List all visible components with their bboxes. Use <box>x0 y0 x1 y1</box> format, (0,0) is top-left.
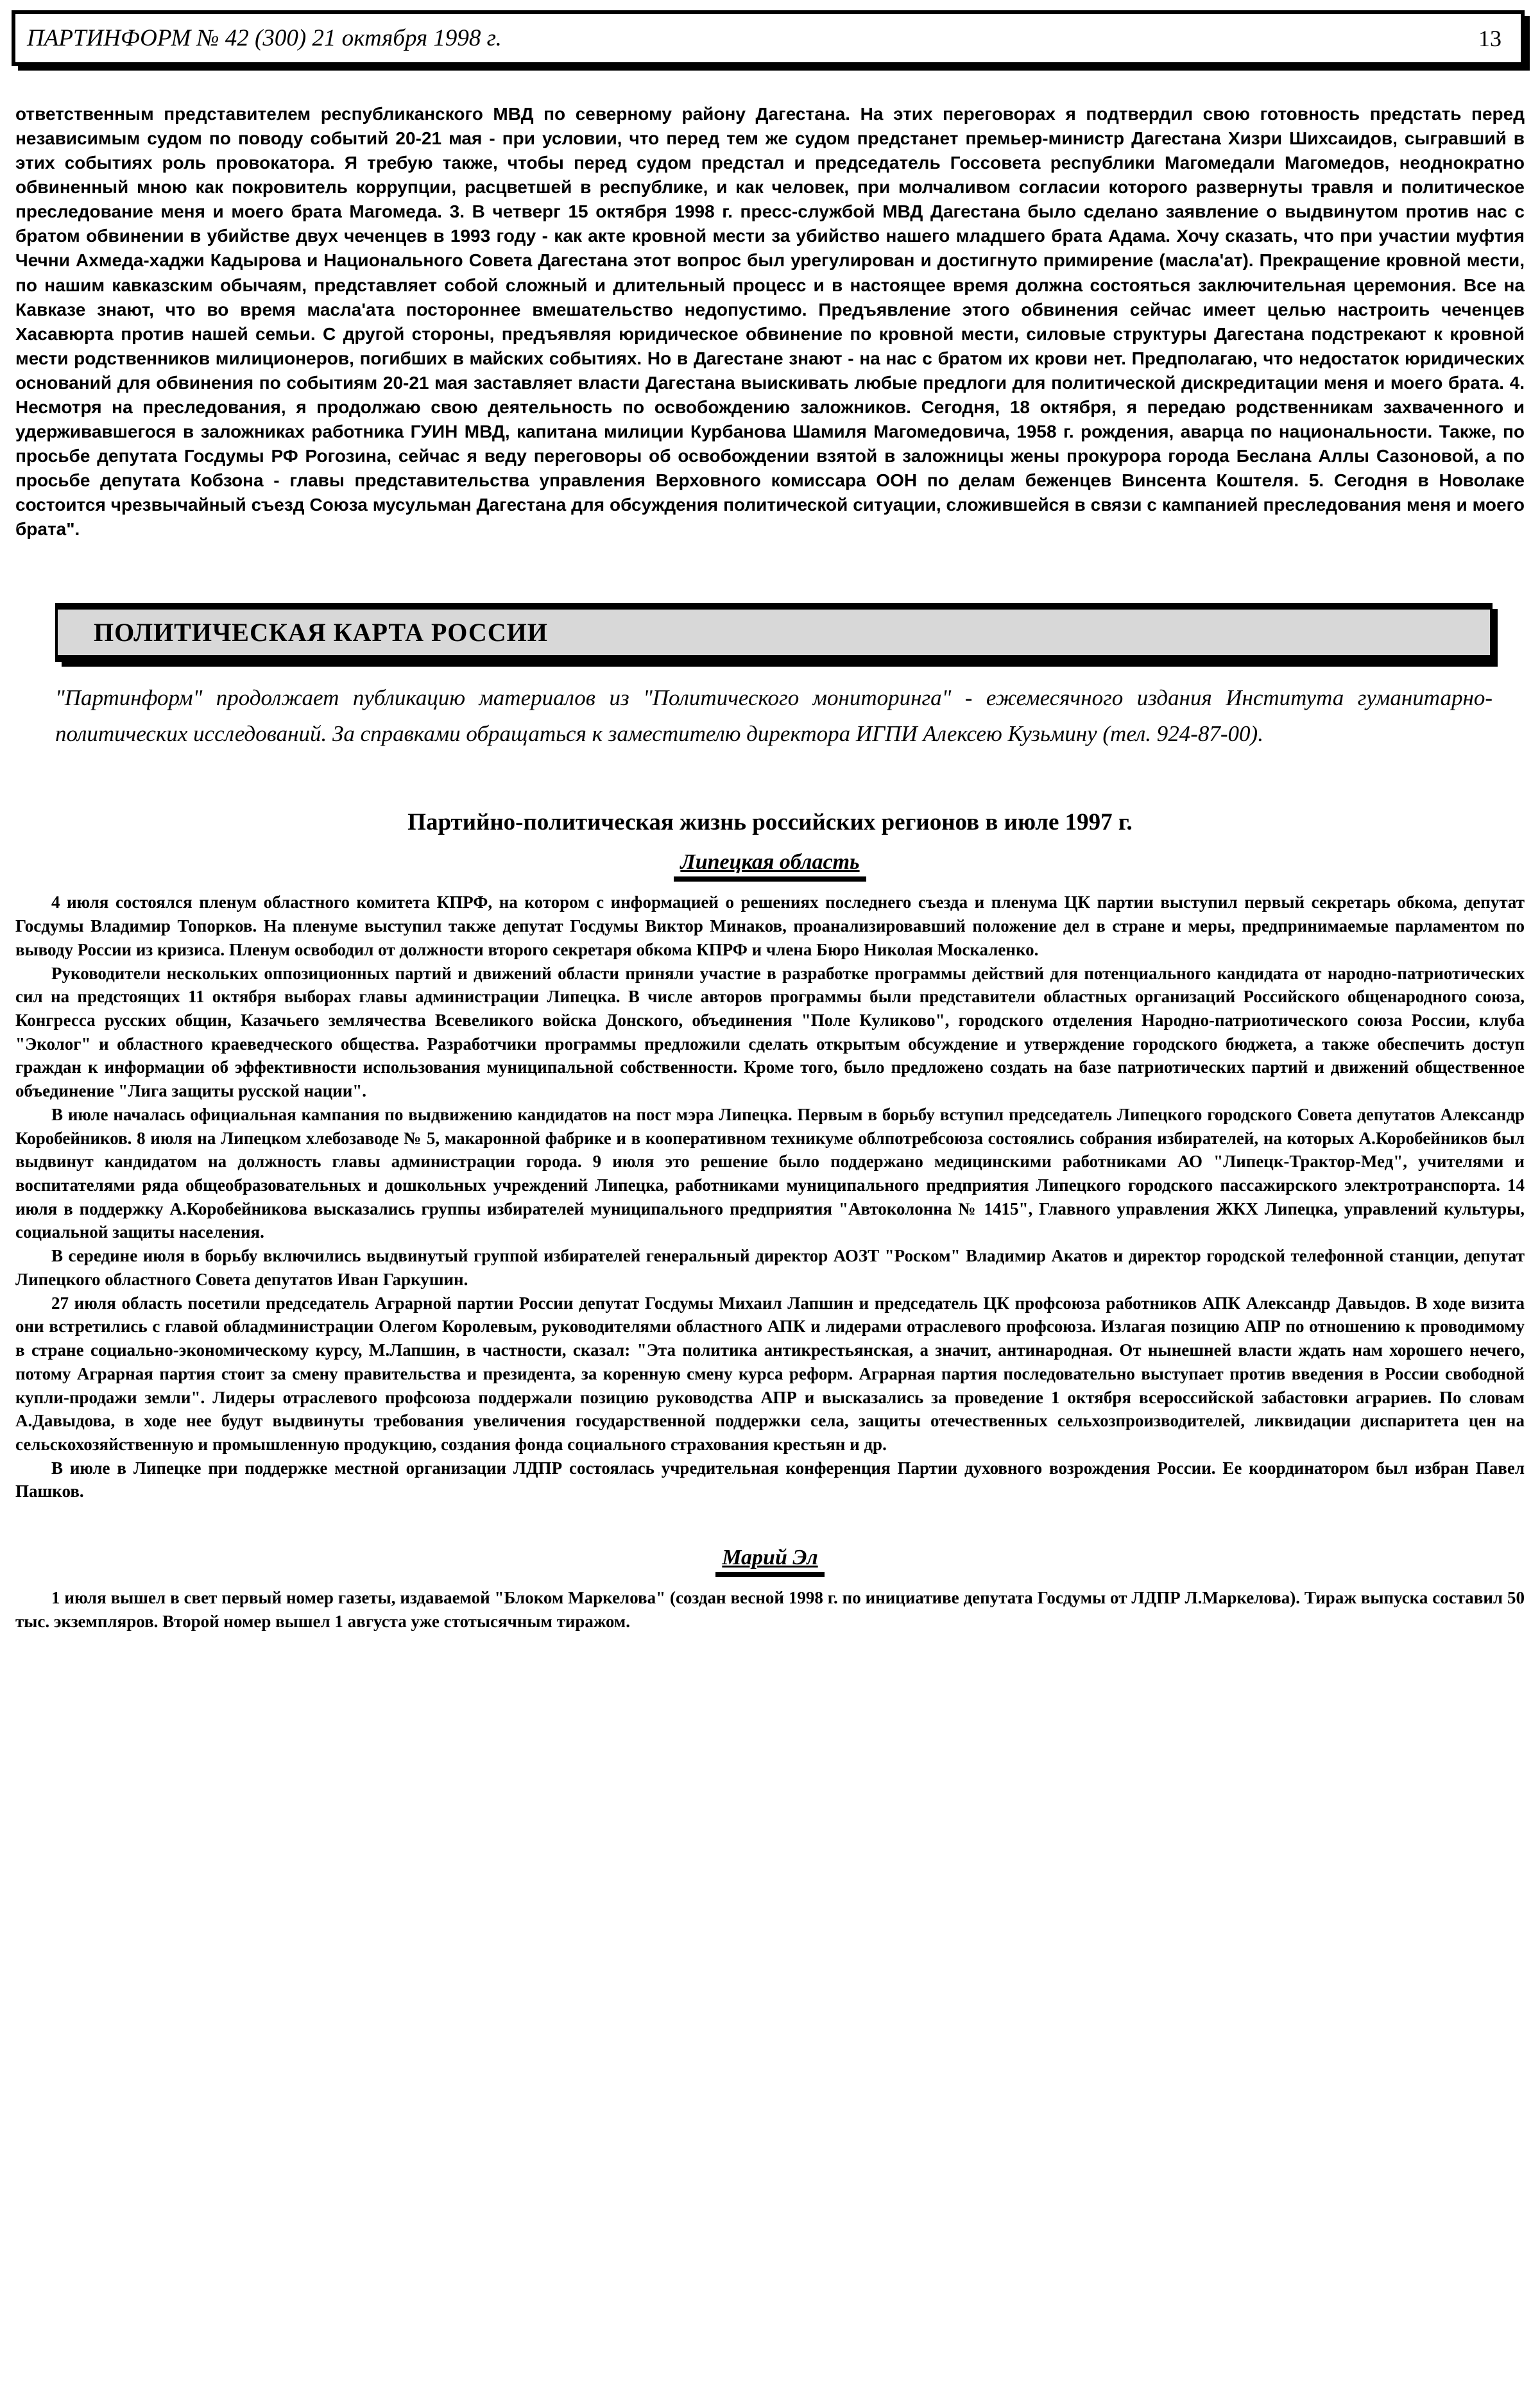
lipetsk-paragraph: Руководители нескольких оппозиционных партий и движений области приняли участие в разработке программы действий для потенциального кандидата от народно-патриотических сил на предстоящих 11 октября выборах главы администрации Липецка. В числе авторов программы были представители областных организаций Российского общенародного союза, Конгресса русских общин, Казачьего землячества Всевеликого войска Донского, объединения "Поле Куликово", городского отделения Народно-патриотического союза России, клуба "Эколог" и областного краеведческого общества. Разработчики программы предложили сделать открытым обсуждение и утверждение городского бюджета, а также обеспечить доступ граждан к информации об эффективности использования муниципальной собственности. Кроме того, было предложено создать на базе патриотических партий и движений общественное объединение "Лига защиты русской нации". <box>15 963 1525 1101</box>
lipetsk-paragraph: 4 июля состоялся пленум областного комитета КПРФ, на котором с информацией о решениях последнего съезда и пленума ЦК партии выступил первый секретарь обкома, депутат Госдумы Владимир Топорков. На пленуме выступил также депутат Госдумы Виктор Минаков, проанализировавший положение дел в стране и меры, предпринимаемые парламентом по выводу России из кризиса. Пленум освободил от должности второго секретаря обкома КПРФ и члена Бюро Николая Москаленко. <box>15 893 1525 959</box>
mariy-el-paragraph: 1 июля вышел в свет первый номер газеты, издаваемой "Блоком Маркелова" (создан весной 1998 г. по инициативе депутата Госдумы от ЛДПР Л.Маркелова). Тираж выпуска составил 50 тыс. экземпляров. Второй номер вышел 1 августа уже стотысячным тиражом. <box>15 1588 1525 1631</box>
page-number: 13 <box>1478 25 1502 51</box>
region-name: Марий Эл <box>715 1546 824 1577</box>
section-intro-paragraph: "Партинформ" продолжает публикацию материалов из "Политического мониторинга" - ежемесячного издания Института гуманитарно-политических исследований. За справками обращаться к заместителю директора ИГПИ Алексею Кузьмину (тел. 924-87-00). <box>55 685 1493 747</box>
page-header <box>12 10 1525 66</box>
region-heading-lipetsk <box>0 850 1540 882</box>
region-name: Липецкая область <box>674 850 866 882</box>
lipetsk-paragraph: В июле в Липецке при поддержке местной организации ЛДПР состоялась учредительная конференция Партии духовного возрождения России. Ее координатором был избран Павел Пашков. <box>15 1458 1525 1501</box>
article-title: Партийно-политическая жизнь российских регионов в июле 1997 г. <box>407 809 1133 836</box>
lipetsk-paragraph: В середине июля в борьбу включились выдвинутый группой избирателей генеральный директор АОЗТ "Роском" Владимир Акатов и директор городской телефонной станции, депутат Липецкого областного Совета депутатов Иван Гаркушин. <box>15 1246 1525 1289</box>
region-heading-mariy-el <box>0 1546 1540 1577</box>
section-banner <box>55 603 1493 662</box>
lipetsk-paragraph: В июле началась официальная кампания по выдвижению кандидатов на пост мэра Липецка. Первым в борьбу вступил председатель Липецкого городского Совета депутатов Александр Коробейников. 8 июля на Липецком хлебозаводе № 5, макаронной фабрике и в кооперативном техникуме облпотребсоюза состоялись собрания избирателей, на которых А.Коробейников был выдвинут кандидатом на должность главы администрации города. 9 июля это решение было поддержано медицинскими работниками АО "Липецк-Трактор-Мед", учителями и воспитателями ряда общеобразовательных и дошкольных учреждений Липецка, работниками муниципального предприятия Липецкого городского пассажирского электротранспорта. 14 июля в поддержку А.Коробейникова высказались группы избирателей муниципального предприятия "Автоколонна № 1415", Главного управления ЖКХ Липецка, управлений культуры, социальной защиты населения. <box>15 1104 1525 1242</box>
lipetsk-paragraph: 27 июля область посетили председатель Аграрной партии России депутат Госдумы Михаил Лапшин и председатель ЦК профсоюза работников АПК Александр Давыдов. В ходе визита они встретились с главой обладминистрации Олегом Королевым, руководителями областного АПК и лидерами отраслевого профсоюза. Излагая позицию АПР по отношению к проводимому в стране социально-экономическому курсу, М.Лапшин, в частности, сказал: "Эта политика антикрестьянская, а значит, антинародная. От нынешней власти ждать нам хорошего нечего, потому Аграрная партия стоит за смену правительства и президента, за коренную смену курса реформ. Аграрная партия последовательно выступает против введения в России свободной купли-продажи земли". Лидеры отраслевого профсоюза поддержали позицию руководства АПР и высказались за проведение 1 октября всероссийской забастовки аграриев. По словам А.Давыдова, в ходе нее будут выдвинуты требования увеличения государственной поддержки села, защиты отечественных сельхозпроизводителей, ликвидации диспаритета цен на сельскохозяйственную и промышленную продукцию, создания фонда социального страхования крестьян и др. <box>15 1293 1525 1454</box>
section-title: ПОЛИТИЧЕСКАЯ КАРТА РОССИИ <box>94 618 548 647</box>
dagestan-statement-paragraph: ответственным представителем республиканского МВД по северному району Дагестана. На этих переговорах я подтвердил свою готовность предстать перед независимым судом по поводу событий 20-21 мая - при условии, что перед тем же судом предстанет премьер-министр Дагестана Хизри Шихсаидов, сыгравший в этих событиях роль провокатора. Я требую также, чтобы перед судом предстал и председатель Госсовета республики Магомедали Магомедов, неоднократно обвиненный мною как покровитель коррупции, расцветшей в республике, и как человек, при молчаливом согласии которого развернуты травля и политическое преследование меня и моего брата Магомеда. 3. В четверг 15 октября 1998 г. пресс-службой МВД Дагестана было сделано заявление о выдвинутом против нас с братом обвинении в убийстве двух чеченцев в 1993 году - как акте кровной мести за убийство нашего младшего брата Адама. Хочу сказать, что при участии муфтия Чечни Ахмеда-хаджи Кадырова и Национального Совета Дагестана этот вопрос был урегулирован и достигнуто примирение (масла'ат). Прекращение кровной мести, по нашим кавказским обычаям, представляет собой сложный и длительный процесс и в настоящее время должна состояться заключительная церемония. Все на Кавказе знают, что во время масла'ата постороннее вмешательство недопустимо. Предъявление этого обвинения сейчас имеет целью настроить чеченцев Хасавюрта против нашей семьи. С другой стороны, предъявляя юридическое обвинение по кровной мести, силовые структуры Дагестана подстрекают к кровной мести родственников милиционеров, погибших в майских событиях. Но в Дагестане знают - на нас с братом их крови нет. Предполагаю, что недостаток юридических оснований для обвинения по событиям 20-21 мая заставляет власти Дагестана выискивать любые предлоги для политической дискредитации меня и моего брата. 4. Несмотря на преследования, я продолжаю свою деятельность по освобождению заложников. Сегодня, 18 октября, я передаю родственникам захваченного и удерживавшегося в заложниках работника ГУИН МВД, капитана милиции Курбанова Шамиля Магомедовича, 1958 г. рождения, аварца по национальности. Также, по просьбе депутата Госдумы РФ Рогозина, сейчас я веду переговоры об освобождении взятой в заложницы жены прокурора города Беслана Аллы Сазоновой, а по просьбе депутата Кобзона - главы представительства управления Верховного комиссара ООН по делам беженцев Винсента Коштеля. 5. Сегодня в Новолаке состоится чрезвычайный съезд Союза мусульман Дагестана для обсуждения политической ситуации, сложившейся в связи с кампанией преследования меня и моего брата". <box>15 104 1525 540</box>
newsletter-title: ПАРТИНФОРМ № 42 (300) 21 октября 1998 г. <box>27 25 502 51</box>
